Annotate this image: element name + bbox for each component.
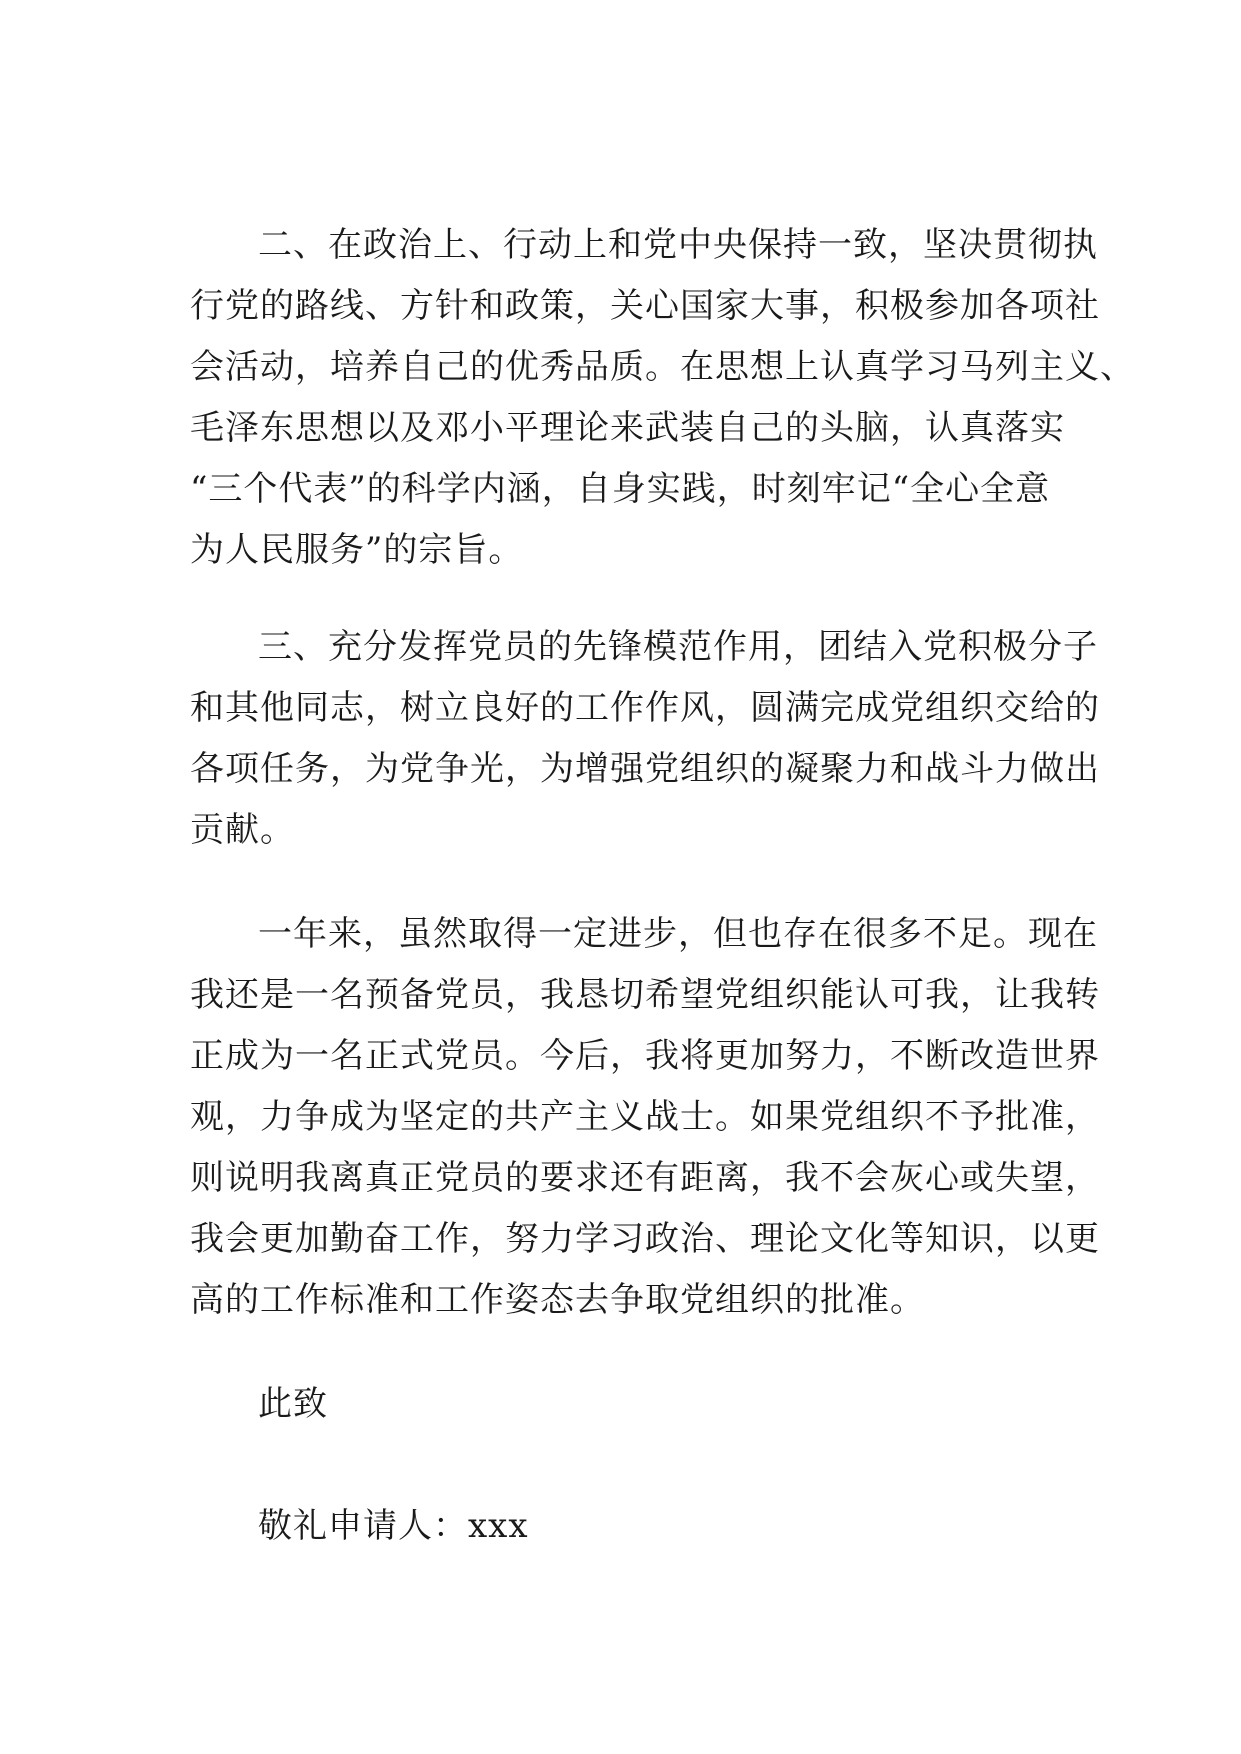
paragraph-line: 高的工作标准和工作姿态去争取党组织的批准。 <box>190 1280 925 1320</box>
paragraph-line: 会活动，培养自己的优秀品质。在思想上认真学习马列主义、 <box>190 347 1135 387</box>
paragraph-line: 三、充分发挥党员的先锋模范作用，团结入党积极分子 <box>258 627 1098 667</box>
paragraph-line: 我会更加勤奋工作，努力学习政治、理论文化等知识，以更 <box>190 1219 1100 1259</box>
paragraph-line: 正成为一名正式党员。今后，我将更加努力，不断改造世界 <box>190 1036 1100 1076</box>
closing-salutation <box>190 1374 1070 1435</box>
paragraph-line: 则说明我离真正党员的要求还有距离，我不会灰心或失望， <box>190 1158 1100 1198</box>
closing-text: 此致 <box>258 1384 328 1424</box>
paragraph-exemplary-role <box>190 617 1100 861</box>
signature-block <box>190 1496 1070 1557</box>
paragraph-conclusion <box>190 904 1100 1331</box>
paragraph-line: 贡献。 <box>190 810 295 850</box>
paragraph-line: 一年来，虽然取得一定进步，但也存在很多不足。现在 <box>258 914 1098 954</box>
paragraph-line: 我还是一名预备党员，我恳切希望党组织能认可我，让我转 <box>190 975 1100 1015</box>
paragraph-line: 为人民服务”的宗旨。 <box>190 530 524 570</box>
paragraph-line: 各项任务，为党争光，为增强党组织的凝聚力和战斗力做出 <box>190 749 1100 789</box>
paragraph-line: 二、在政治上、行动上和党中央保持一致，坚决贯彻执 <box>258 225 1098 265</box>
paragraph-political-alignment <box>190 215 1135 581</box>
paragraph-line: 观，力争成为坚定的共产主义战士。如果党组织不予批准， <box>190 1097 1100 1137</box>
signature-text: 敬礼申请人：xxx <box>258 1506 529 1546</box>
paragraph-line: “三个代表”的科学内涵，自身实践，时刻牢记“全心全意 <box>190 469 1051 509</box>
paragraph-line: 和其他同志，树立良好的工作作风，圆满完成党组织交给的 <box>190 688 1100 728</box>
paragraph-line: 行党的路线、方针和政策，关心国家大事，积极参加各项社 <box>190 286 1100 326</box>
paragraph-line: 毛泽东思想以及邓小平理论来武装自己的头脑，认真落实 <box>190 408 1065 448</box>
